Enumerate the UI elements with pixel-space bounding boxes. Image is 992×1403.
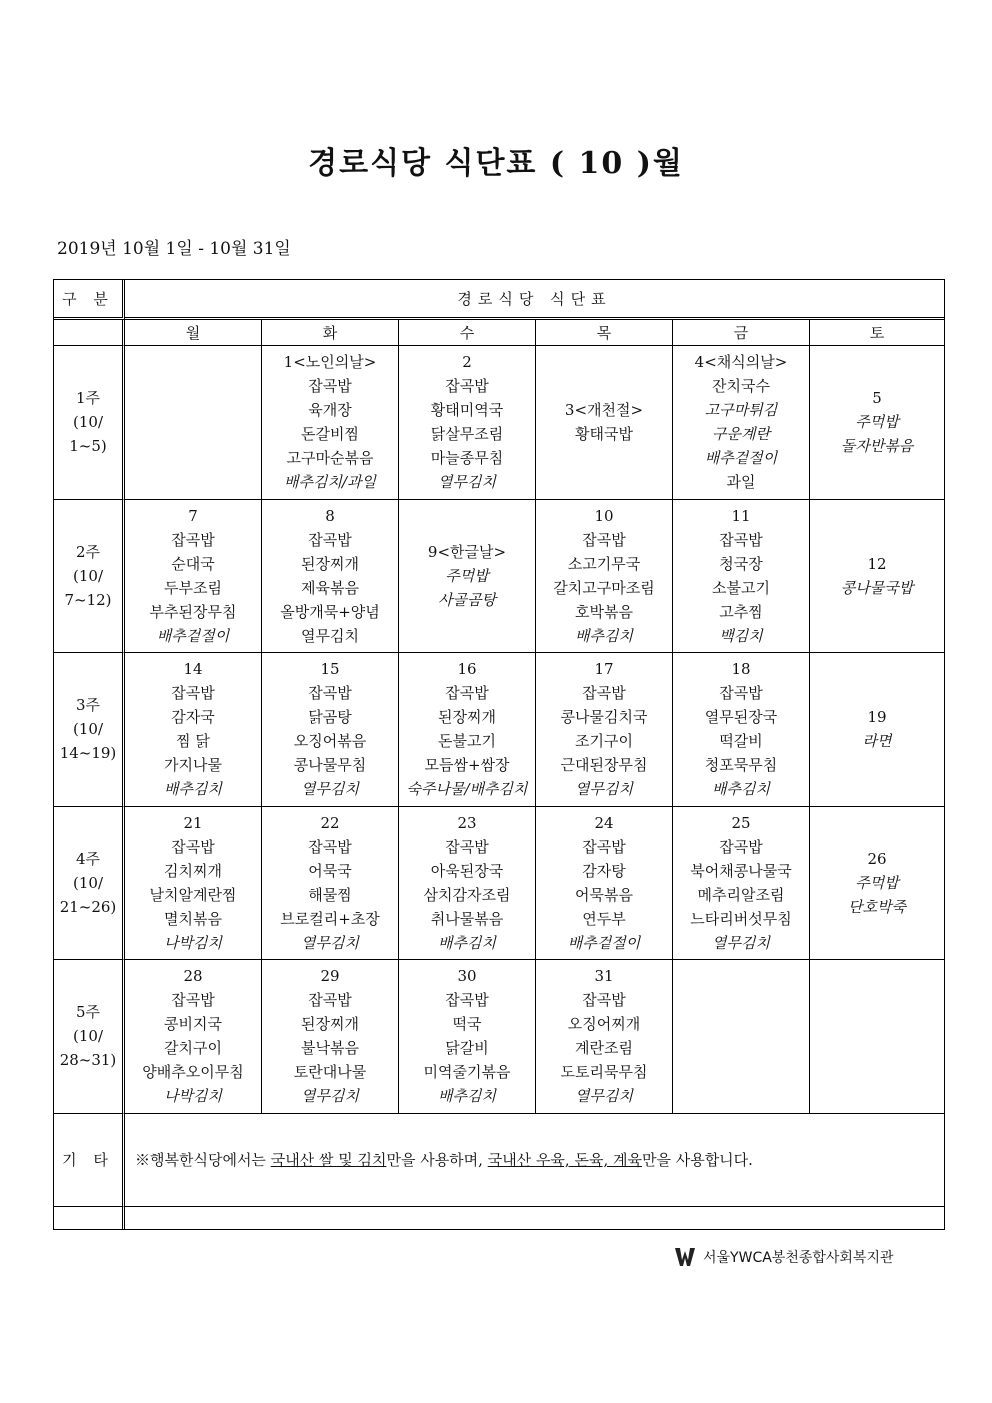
menu-item: 갈치고구마조림 — [553, 578, 655, 597]
menu-cell — [399, 807, 536, 960]
category-header: 구 분 — [54, 280, 125, 320]
menu-item: 배추김치 — [164, 780, 222, 799]
menu-item: 구운계란 — [712, 425, 770, 444]
menu-item: 잡곡밥 — [171, 837, 215, 856]
menu-item: 김치찌개 — [164, 861, 222, 880]
menu-item: 잡곡밥 — [582, 684, 626, 703]
menu-item: 양배추오이무침 — [142, 1063, 244, 1082]
menu-item: 잡곡밥 — [171, 991, 215, 1010]
menu-item: 오징어볶음 — [293, 732, 367, 751]
day-header: 목 — [536, 320, 673, 346]
menu-item: 잡곡밥 — [171, 530, 215, 549]
menu-item: 순대국 — [171, 554, 215, 573]
menu-cell — [673, 653, 810, 806]
menu-item: 메추리알조림 — [697, 885, 785, 904]
week-row — [54, 807, 944, 960]
menu-item: 청국장 — [719, 554, 763, 573]
date-label: 18 — [731, 660, 751, 679]
week-label-line: (10/ — [73, 720, 103, 739]
menu-item: 콩비지국 — [164, 1015, 222, 1034]
note-highlight: 국내산 쌀 및 김치 — [270, 1150, 387, 1169]
menu-item: 갈치구이 — [164, 1039, 222, 1058]
week-label — [54, 960, 125, 1113]
date-label: 23 — [457, 813, 477, 832]
menu-item: 떡갈비 — [719, 732, 763, 751]
menu-item: 배추김치 — [438, 1087, 496, 1106]
week-row — [54, 500, 944, 653]
date-label: 4<채식의날> — [694, 353, 788, 372]
menu-item: 라면 — [862, 732, 892, 751]
menu-item: 느타리버섯무침 — [690, 909, 792, 928]
date-label: 17 — [594, 660, 614, 679]
menu-cell — [262, 960, 399, 1113]
menu-item: 모듬쌈+쌈장 — [424, 756, 510, 775]
menu-item: 열무김치 — [438, 473, 496, 492]
menu-cell — [125, 500, 262, 653]
day-header: 화 — [262, 320, 399, 346]
menu-item: 주먹밥 — [445, 566, 489, 585]
menu-item: 잡곡밥 — [445, 684, 489, 703]
date-label: 10 — [594, 506, 614, 525]
menu-item: 배추김치 — [438, 933, 496, 952]
date-label: 22 — [320, 813, 340, 832]
organization-name: 서울YWCA봉천종합사회복지관 — [703, 1250, 894, 1266]
menu-item: 미역줄기볶음 — [423, 1063, 511, 1082]
week-label-line: 7~12) — [64, 590, 112, 609]
menu-cell — [810, 807, 944, 960]
week-label — [54, 500, 125, 653]
menu-cell — [673, 346, 810, 499]
menu-item: 고구마순볶음 — [286, 449, 374, 468]
menu-item: 해물찜 — [308, 885, 352, 904]
menu-cell — [399, 500, 536, 653]
menu-item: 찜 닭 — [176, 732, 210, 751]
date-label: 25 — [731, 813, 751, 832]
menu-item: 브로컬리+초장 — [280, 909, 380, 928]
note-row — [54, 1114, 944, 1207]
menu-cell — [125, 960, 262, 1113]
date-label: 28 — [183, 967, 203, 986]
date-label: 29 — [320, 967, 340, 986]
menu-item: 잡곡밥 — [582, 991, 626, 1010]
day-header: 토 — [810, 320, 944, 346]
menu-item: 부추된장무침 — [149, 602, 237, 621]
menu-item: 된장찌개 — [301, 1015, 359, 1034]
note-segment: 만을 사용하며, — [386, 1150, 488, 1169]
menu-item: 잡곡밥 — [445, 377, 489, 396]
week-label-line: 5주 — [75, 1003, 101, 1022]
week-row — [54, 960, 944, 1113]
menu-cell — [536, 346, 673, 499]
date-label: 7 — [188, 506, 198, 525]
week-label-line: (10/ — [73, 413, 103, 432]
week-label-line: (10/ — [73, 1027, 103, 1046]
menu-item: 나박김치 — [164, 1087, 222, 1106]
menu-item: 주먹밥 — [855, 873, 899, 892]
menu-item: 잡곡밥 — [719, 530, 763, 549]
menu-item: 감자국 — [171, 708, 215, 727]
date-label: 24 — [594, 813, 614, 832]
menu-cell — [810, 500, 944, 653]
week-label-line: 2주 — [75, 542, 101, 561]
week-label-line: 1주 — [75, 389, 101, 408]
menu-item: 돈불고기 — [438, 732, 496, 751]
menu-item: 멸치볶음 — [164, 909, 222, 928]
menu-item: 계란조림 — [575, 1039, 633, 1058]
week-label — [54, 346, 125, 499]
date-label: 19 — [867, 708, 887, 727]
week-label-line: 28~31) — [59, 1051, 117, 1070]
menu-cell — [262, 653, 399, 806]
menu-item: 잡곡밥 — [719, 684, 763, 703]
blank-cell — [125, 1207, 944, 1229]
menu-item: 소고기무국 — [567, 554, 641, 573]
days-row — [54, 320, 944, 346]
day-header: 수 — [399, 320, 536, 346]
menu-item: 고추찜 — [719, 602, 763, 621]
menu-item: 잡곡밥 — [308, 377, 352, 396]
footer — [675, 1247, 894, 1267]
menu-item: 토란대나물 — [293, 1063, 367, 1082]
header-row — [54, 280, 944, 320]
menu-item: 백김치 — [719, 626, 763, 645]
date-label: 15 — [320, 660, 340, 679]
day-header: 금 — [673, 320, 810, 346]
menu-item: 주먹밥 — [855, 413, 899, 432]
date-label: 26 — [867, 849, 887, 868]
menu-cell — [125, 807, 262, 960]
menu-item: 아욱된장국 — [430, 861, 504, 880]
menu-item: 잡곡밥 — [308, 530, 352, 549]
menu-item: 배추겉절이 — [156, 626, 230, 645]
menu-item: 잡곡밥 — [171, 684, 215, 703]
menu-item: 콩나물무침 — [293, 756, 367, 775]
menu-cell — [810, 346, 944, 499]
menu-item: 제육볶음 — [301, 578, 359, 597]
menu-item: 잡곡밥 — [445, 837, 489, 856]
note-highlight: 국내산 우육, 돈육, 계육 — [487, 1150, 642, 1169]
menu-item: 콩나물김치국 — [560, 708, 648, 727]
date-label: 31 — [594, 967, 614, 986]
menu-cell — [125, 346, 262, 499]
week-label-line: (10/ — [73, 873, 103, 892]
menu-item: 날치알계란찜 — [149, 885, 237, 904]
table-title: 경로식당 식단표 — [125, 280, 944, 320]
week-label-line: (10/ — [73, 566, 103, 585]
menu-item: 된장찌개 — [301, 554, 359, 573]
menu-cell — [399, 960, 536, 1113]
menu-item: 배추겉절이 — [567, 933, 641, 952]
day-header: 월 — [125, 320, 262, 346]
week-label — [54, 807, 125, 960]
blank-cell — [54, 320, 125, 346]
menu-item: 숙주나물/배추김치 — [406, 780, 528, 799]
week-label-line: 21~26) — [59, 897, 117, 916]
menu-item: 열무김치 — [575, 1087, 633, 1106]
menu-item: 떡국 — [452, 1015, 482, 1034]
empty-row — [54, 1207, 944, 1229]
menu-item: 오징어찌개 — [567, 1015, 641, 1034]
menu-item: 어묵국 — [308, 861, 352, 880]
menu-item: 잡곡밥 — [308, 991, 352, 1010]
note-segment: 만을 사용합니다. — [641, 1150, 753, 1169]
menu-item: 닭살무조림 — [430, 425, 504, 444]
menu-item: 연두부 — [582, 909, 626, 928]
menu-item: 된장찌개 — [438, 708, 496, 727]
date-label: 21 — [183, 813, 203, 832]
menu-item: 열무된장국 — [704, 708, 778, 727]
menu-item: 배추김치 — [575, 626, 633, 645]
menu-item: 불낙볶음 — [301, 1039, 359, 1058]
menu-item: 열무김치 — [575, 780, 633, 799]
week-label — [54, 653, 125, 806]
menu-item: 사골곰탕 — [438, 590, 496, 609]
menu-item: 잡곡밥 — [582, 530, 626, 549]
note-label: 기 타 — [54, 1114, 125, 1207]
menu-item: 돈갈비찜 — [301, 425, 359, 444]
menu-item: 조기구이 — [575, 732, 633, 751]
menu-item: 콩나물국밥 — [840, 578, 914, 597]
note-segment: ※행복한식당에서는 — [135, 1150, 271, 1169]
menu-cell — [262, 346, 399, 499]
menu-cell — [399, 653, 536, 806]
week-label-line: 1~5) — [69, 437, 107, 456]
page-title: 경로식당 식단표 ( 10 )월 — [308, 146, 684, 181]
menu-item: 잡곡밥 — [308, 837, 352, 856]
date-label: 8 — [325, 506, 335, 525]
note-text — [125, 1114, 944, 1207]
menu-item: 닭갈비 — [445, 1039, 489, 1058]
date-label: 11 — [731, 506, 751, 525]
ywca-logo-icon — [675, 1248, 695, 1266]
menu-item: 황태미역국 — [430, 401, 504, 420]
menu-item: 고구마튀김 — [704, 401, 778, 420]
menu-period: 2019년 10월 1일 - 10월 31일 — [57, 239, 291, 259]
menu-cell — [536, 960, 673, 1113]
menu-item: 북어채콩나물국 — [690, 861, 792, 880]
menu-cell — [810, 960, 944, 1113]
menu-cell — [536, 807, 673, 960]
menu-item: 닭곰탕 — [308, 708, 352, 727]
menu-item: 어묵볶음 — [575, 885, 633, 904]
menu-cell — [673, 960, 810, 1113]
menu-item: 열무김치 — [712, 933, 770, 952]
menu-cell — [810, 653, 944, 806]
menu-item: 근대된장무침 — [560, 756, 648, 775]
blank-cell — [54, 1207, 125, 1229]
menu-item: 열무김치 — [301, 780, 359, 799]
date-label: 9<한글날> — [427, 542, 507, 561]
menu-item: 열무김치 — [301, 933, 359, 952]
date-label: 12 — [867, 554, 887, 573]
week-label-line: 14~19) — [59, 744, 117, 763]
menu-item: 배추김치 — [712, 780, 770, 799]
date-label: 1<노인의날> — [283, 353, 377, 372]
week-row — [54, 653, 944, 806]
menu-item: 삼치감자조림 — [423, 885, 511, 904]
menu-item: 올방개묵+양념 — [280, 602, 380, 621]
menu-item: 열무김치 — [301, 626, 359, 645]
menu-item: 육개장 — [308, 401, 352, 420]
menu-item: 잡곡밥 — [719, 837, 763, 856]
week-label-line: 4주 — [75, 849, 101, 868]
menu-item: 나박김치 — [164, 933, 222, 952]
date-label: 3<개천절> — [564, 401, 644, 420]
date-label: 5 — [872, 389, 882, 408]
menu-item: 잡곡밥 — [582, 837, 626, 856]
menu-item: 감자탕 — [582, 861, 626, 880]
menu-item: 소불고기 — [712, 578, 770, 597]
week-label-line: 3주 — [75, 696, 101, 715]
menu-item: 과일 — [726, 473, 756, 492]
date-label: 2 — [462, 353, 472, 372]
week-row — [54, 346, 944, 499]
menu-item: 청포묵무침 — [704, 756, 778, 775]
menu-item: 가지나물 — [164, 756, 222, 775]
menu-cell — [536, 500, 673, 653]
menu-item: 두부조림 — [164, 578, 222, 597]
menu-cell — [125, 653, 262, 806]
menu-item: 잡곡밥 — [308, 684, 352, 703]
menu-cell — [673, 500, 810, 653]
menu-item: 잡곡밥 — [445, 991, 489, 1010]
date-label: 16 — [457, 660, 477, 679]
menu-cell — [673, 807, 810, 960]
menu-item: 마늘종무침 — [430, 449, 504, 468]
date-label: 30 — [457, 967, 477, 986]
menu-cell — [536, 653, 673, 806]
menu-cell — [262, 807, 399, 960]
menu-item: 단호박죽 — [848, 897, 906, 916]
menu-item: 황태국밥 — [575, 425, 633, 444]
menu-cell — [262, 500, 399, 653]
menu-item: 취나물볶음 — [430, 909, 504, 928]
menu-table — [53, 279, 945, 1230]
menu-item: 도토리묵무침 — [560, 1063, 648, 1082]
date-label: 14 — [183, 660, 203, 679]
menu-item: 잔치국수 — [712, 377, 770, 396]
menu-item: 돌자반볶음 — [840, 437, 914, 456]
menu-item: 호박볶음 — [575, 602, 633, 621]
menu-item: 배추겉절이 — [704, 449, 778, 468]
menu-item: 열무김치 — [301, 1087, 359, 1106]
menu-item: 배추김치/과일 — [284, 473, 376, 492]
menu-cell — [399, 346, 536, 499]
